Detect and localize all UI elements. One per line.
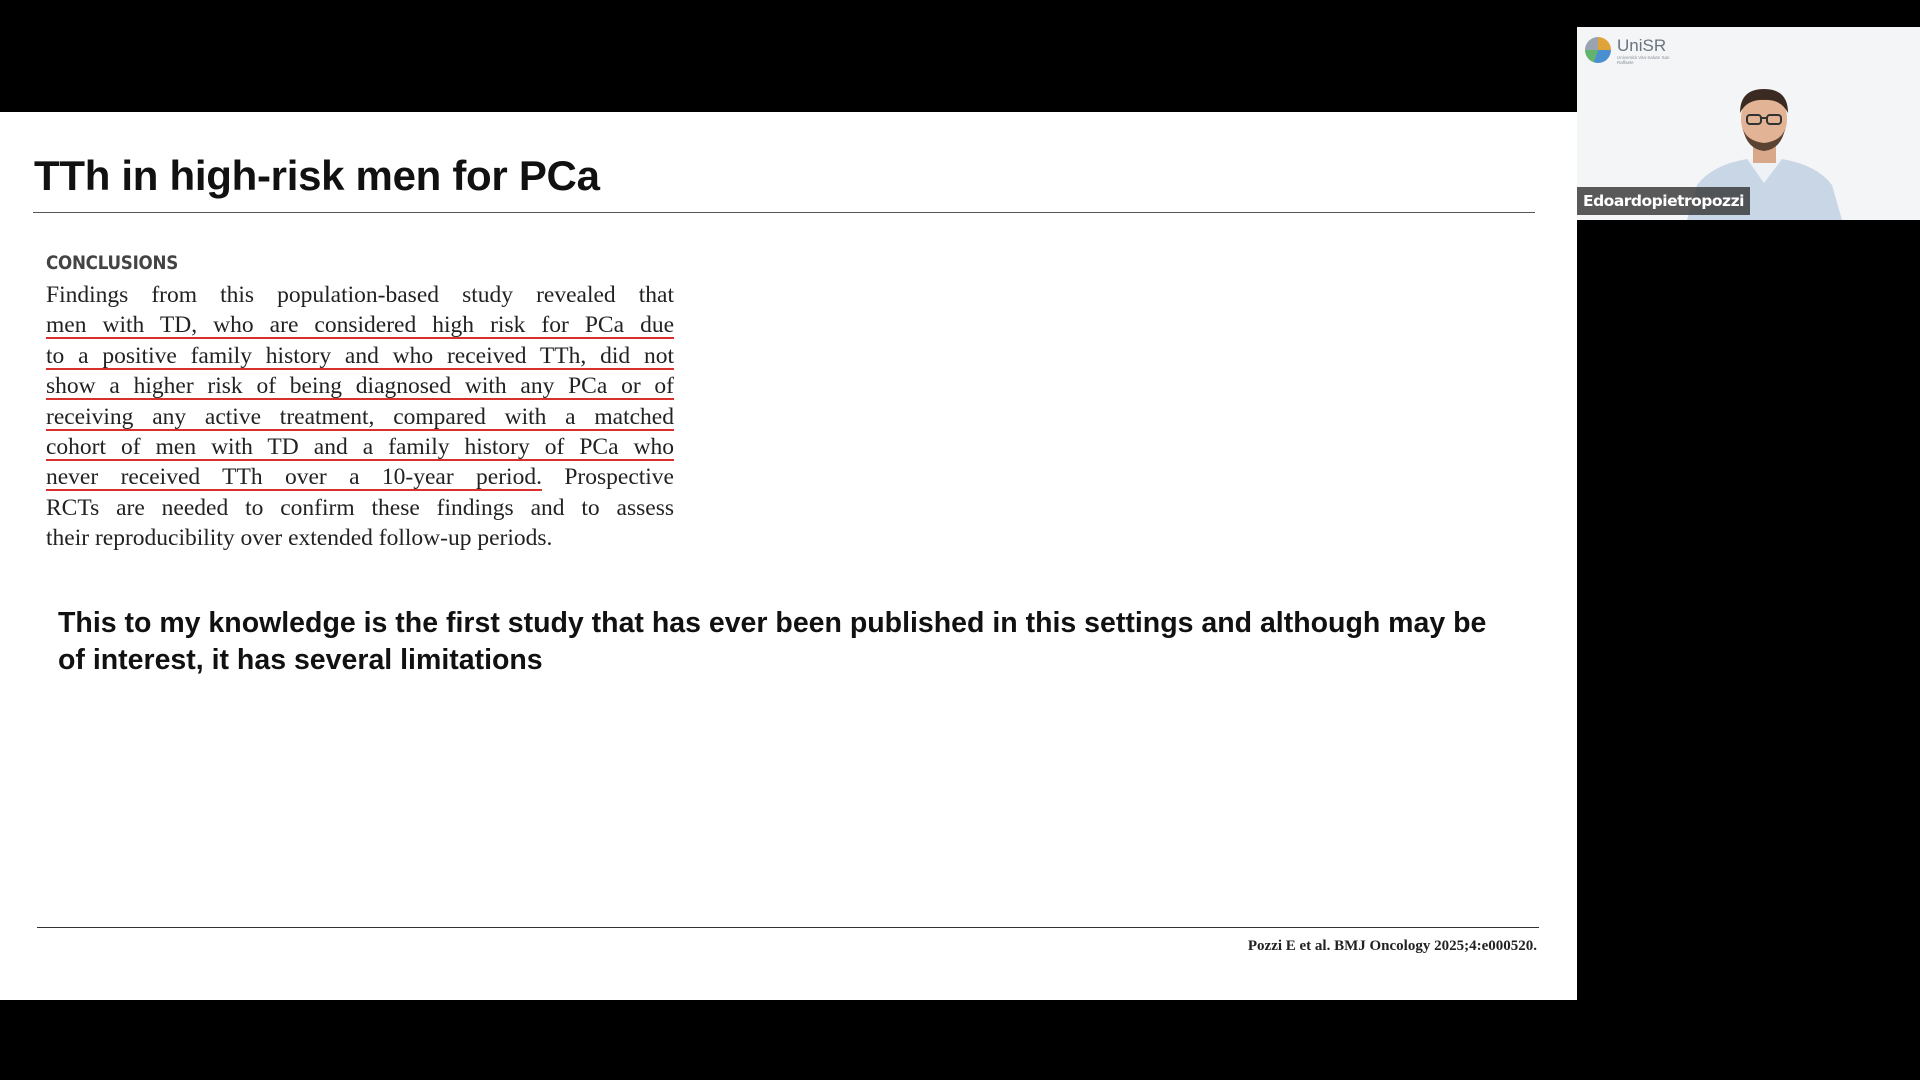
conclusions-excerpt: [46, 252, 674, 554]
citation: Pozzi E et al. BMJ Oncology 2025;4:e000520.: [1247, 938, 1537, 954]
highlighted-text: never received TTh over a 10-year period.: [46, 464, 542, 491]
slide-title: TTh in high-risk men for PCa: [34, 152, 600, 199]
presentation-slide: [0, 112, 1577, 1000]
conclusions-body: [46, 280, 674, 554]
plain-text: Findings from this population-based study revealed that: [46, 282, 674, 308]
conclusions-heading: CONCLUSIONS: [46, 252, 178, 274]
logo-subtext: Università Vita-Salute San Raffaele: [1617, 55, 1670, 65]
logo-text: UniSR: [1617, 36, 1667, 55]
conclusions-line: [46, 523, 674, 553]
footer-divider: [37, 927, 1539, 928]
speaker-remark: This to my knowledge is the first study that has ever been published in this settings and although may be of interest, it has several limitations: [58, 607, 1487, 676]
title-divider: [33, 212, 1535, 213]
highlighted-text: show a higher risk of being diagnosed with any PCa or of: [46, 373, 674, 400]
highlighted-text: men with TD, who are considered high risk for PCa due: [46, 312, 674, 339]
conclusions-line: [46, 402, 674, 432]
conclusions-line: [46, 310, 674, 340]
conclusions-line: [46, 371, 674, 401]
conclusions-line: [46, 432, 674, 462]
highlighted-text: cohort of men with TD and a family history of PCa who: [46, 434, 674, 461]
plain-text: their reproducibility over extended follow-up periods.: [46, 525, 553, 552]
participant-name-label: Edoardopietropozzi: [1577, 187, 1750, 215]
unisr-logo: [1585, 37, 1677, 65]
conclusions-line: [46, 462, 674, 492]
conclusions-line: [46, 493, 674, 523]
unisr-logo-icon: [1585, 37, 1611, 63]
conclusions-line: [46, 341, 674, 371]
highlighted-text: receiving any active treatment, compared with a matched: [46, 403, 674, 430]
highlighted-text: to a positive family history and who received TTh, did not: [46, 342, 674, 369]
participant-video-tile[interactable]: [1577, 27, 1920, 220]
plain-text: RCTs are needed to confirm these findings and to assess: [46, 494, 674, 521]
conclusions-line: [46, 280, 674, 310]
plain-text: Prospective: [541, 464, 674, 491]
